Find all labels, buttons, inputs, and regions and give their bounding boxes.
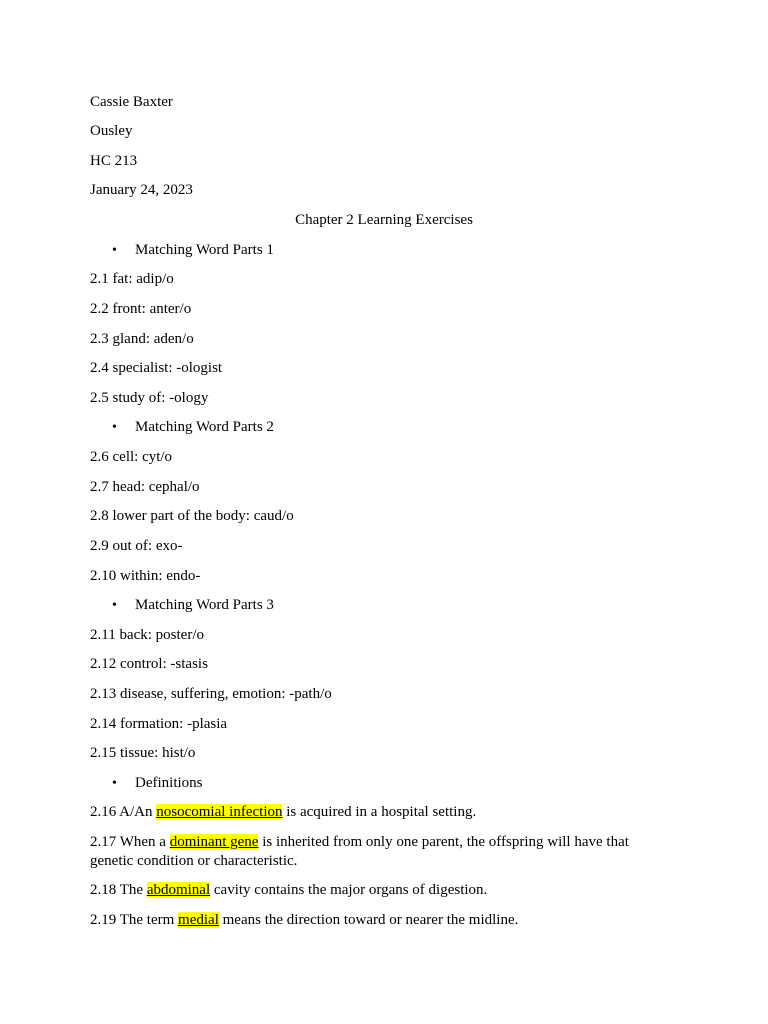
exercise-item: 2.9 out of: exo-	[90, 538, 183, 554]
exercise-item: 2.2 front: anter/o	[90, 301, 192, 317]
bullet-icon: •	[112, 776, 117, 791]
definition-prefix: 2.18 The	[90, 882, 147, 898]
definition-item	[90, 803, 650, 822]
exercise-item: 2.15 tissue: hist/o	[90, 745, 196, 761]
exercise-item: 2.5 study of: -ology	[90, 390, 209, 406]
course-code: HC 213	[90, 153, 138, 169]
highlighted-answer: abdominal	[146, 882, 211, 898]
highlighted-answer: nosocomial infection	[156, 804, 283, 820]
exercise-item: 2.11 back: poster/o	[90, 627, 205, 643]
definition-suffix: cavity contains the major organs of digestion.	[210, 882, 488, 898]
definition-suffix: is inherited from only one parent, the offspring will have that genetic condition or characteristic.	[90, 834, 629, 869]
bullet-icon: •	[112, 598, 117, 613]
exercise-item: 2.1 fat: adip/o	[90, 271, 174, 287]
bullet-icon: •	[112, 420, 117, 435]
exercise-item: 2.12 control: -stasis	[90, 656, 208, 672]
exercise-item: 2.10 within: endo-	[90, 568, 201, 584]
document-date: January 24, 2023	[90, 182, 193, 198]
exercise-item: 2.6 cell: cyt/o	[90, 449, 173, 465]
student-name: Cassie Baxter	[90, 94, 173, 110]
section-heading	[112, 418, 274, 437]
exercise-item: 2.8 lower part of the body: caud/o	[90, 508, 294, 524]
exercise-item: 2.4 specialist: -ologist	[90, 360, 223, 376]
section-heading-label: Matching Word Parts 2	[135, 419, 274, 435]
definition-item	[90, 881, 650, 900]
highlighted-answer: medial	[178, 912, 219, 928]
exercise-item: 2.7 head: cephal/o	[90, 479, 200, 495]
exercise-item: 2.14 formation: -plasia	[90, 716, 228, 732]
section-heading	[112, 241, 274, 260]
exercise-item: 2.13 disease, suffering, emotion: -path/o	[90, 686, 332, 702]
instructor-name: Ousley	[90, 123, 133, 139]
highlighted-answer: dominant gene	[169, 834, 259, 850]
section-heading-label: Definitions	[135, 775, 203, 791]
section-heading-label: Matching Word Parts 3	[135, 597, 274, 613]
section-heading-label: Matching Word Parts 1	[135, 242, 274, 258]
section-heading	[112, 596, 274, 615]
definition-prefix: 2.16 A/An	[90, 804, 157, 820]
bullet-icon: •	[112, 243, 117, 258]
definition-item	[90, 911, 650, 930]
definition-prefix: 2.17 When a	[90, 834, 170, 850]
definition-prefix: 2.19 The term	[90, 912, 179, 928]
exercise-item: 2.3 gland: aden/o	[90, 331, 194, 347]
section-heading	[112, 774, 203, 793]
definition-item	[90, 833, 650, 871]
definition-suffix: means the direction toward or nearer the midline.	[218, 912, 519, 928]
definition-suffix: is acquired in a hospital setting.	[282, 804, 477, 820]
document-title: Chapter 2 Learning Exercises	[295, 212, 473, 228]
